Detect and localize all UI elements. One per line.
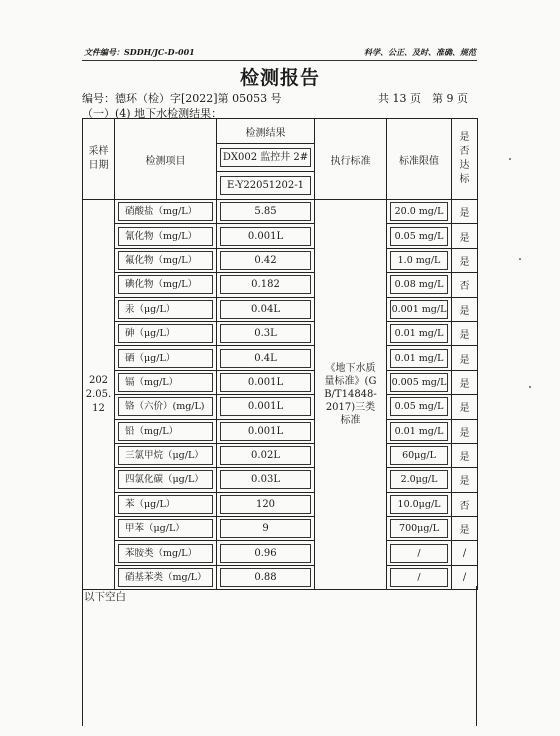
table-row <box>83 517 478 541</box>
file-number: 文件编号：SDDH/JC-D-001 <box>84 47 195 57</box>
test-item: 砷（μg/L） <box>115 321 217 345</box>
section-heading: （一）(4) 地下水检测结果： <box>82 107 223 120</box>
compliance: 是 <box>452 248 478 272</box>
table-row <box>83 370 478 394</box>
test-result: 0.03L <box>217 468 315 492</box>
limit-value: 0.05 mg/L <box>387 224 452 248</box>
limit-value: 10.0μg/L <box>387 492 452 516</box>
table-row <box>83 541 478 565</box>
compliance: 是 <box>452 224 478 248</box>
compliance: 否 <box>452 273 478 297</box>
test-item: 镉（mg/L） <box>115 370 217 394</box>
test-result: 0.42 <box>217 248 315 272</box>
test-item: 碘化物（mg/L） <box>115 273 217 297</box>
header-compliance: 是否达标 <box>452 119 478 200</box>
compliance: / <box>452 565 478 589</box>
page-title: 检测报告 <box>239 67 320 89</box>
table-row <box>83 200 478 224</box>
limit-value: / <box>387 541 452 565</box>
test-result: 120 <box>217 492 315 516</box>
test-item: 硝基苯类（mg/L） <box>115 565 217 589</box>
header-test-item: 检测项目 <box>115 119 217 200</box>
limit-value: 20.0 mg/L <box>387 200 452 224</box>
test-item: 氟化物（mg/L） <box>115 248 217 272</box>
compliance: 是 <box>452 395 478 419</box>
test-item: 苯胺类（mg/L） <box>115 541 217 565</box>
test-item: 铅（mg/L） <box>115 419 217 443</box>
test-result: 0.4L <box>217 346 315 370</box>
test-result: 0.3L <box>217 321 315 345</box>
test-result: 5.85 <box>217 200 315 224</box>
compliance: 是 <box>452 200 478 224</box>
limit-value: 0.05 mg/L <box>387 395 452 419</box>
test-item: 汞（μg/L） <box>115 297 217 321</box>
limit-value: 0.005 mg/L <box>387 370 452 394</box>
header-sampling-date: 采样日期 <box>83 119 115 200</box>
header-divider <box>82 60 477 61</box>
test-item: 硒（μg/L） <box>115 346 217 370</box>
test-item: 四氯化碳（μg/L） <box>115 468 217 492</box>
test-item: 苯（μg/L） <box>115 492 217 516</box>
standard: 《地下水质量标准》(GB/T14848-2017)三类标准 <box>315 200 387 590</box>
blank-note: 以下空白 <box>84 591 126 603</box>
table-row <box>83 346 478 370</box>
compliance: 否 <box>452 492 478 516</box>
table-row <box>83 443 478 467</box>
table-row <box>83 248 478 272</box>
compliance: / <box>452 541 478 565</box>
limit-value: 0.001 mg/L <box>387 297 452 321</box>
monitoring-point: DX002 监控井 2# <box>217 144 315 172</box>
compliance: 是 <box>452 419 478 443</box>
test-result: 0.02L <box>217 443 315 467</box>
sample-number: E-Y22051202-1 <box>217 172 315 200</box>
limit-value: 2.0μg/L <box>387 468 452 492</box>
test-result: 0.001L <box>217 370 315 394</box>
table-row <box>83 321 478 345</box>
scan-mark <box>519 258 521 260</box>
sampling-date: 2022.05.12 <box>83 200 115 590</box>
test-result: 0.96 <box>217 541 315 565</box>
table-row <box>83 297 478 321</box>
header-standard: 执行标准 <box>315 119 387 200</box>
limit-value: 0.01 mg/L <box>387 419 452 443</box>
test-item: 氰化物（mg/L） <box>115 224 217 248</box>
test-item: 三氯甲烷（μg/L） <box>115 443 217 467</box>
page-count: 共 13 页 第 9 页 <box>378 92 468 105</box>
test-result: 0.001L <box>217 395 315 419</box>
limit-value: 0.01 mg/L <box>387 346 452 370</box>
table-row <box>83 273 478 297</box>
limit-value: 0.08 mg/L <box>387 273 452 297</box>
test-result: 0.001L <box>217 419 315 443</box>
report-number: 编号：德环（检）字[2022]第 05053 号 <box>82 92 282 105</box>
compliance: 是 <box>452 517 478 541</box>
test-result: 9 <box>217 517 315 541</box>
compliance: 是 <box>452 321 478 345</box>
limit-value: 0.01 mg/L <box>387 321 452 345</box>
compliance: 是 <box>452 346 478 370</box>
table-row <box>83 395 478 419</box>
scan-mark <box>509 158 511 160</box>
table-row <box>83 468 478 492</box>
table-row <box>83 224 478 248</box>
header-limit: 标准限值 <box>387 119 452 200</box>
limit-value: 1.0 mg/L <box>387 248 452 272</box>
test-result: 0.001L <box>217 224 315 248</box>
header-test-result: 检测结果 <box>217 119 315 144</box>
test-result: 0.04L <box>217 297 315 321</box>
test-item: 铬（六价）(mg/L) <box>115 395 217 419</box>
limit-value: 60μg/L <box>387 443 452 467</box>
compliance: 是 <box>452 468 478 492</box>
test-item: 甲苯（μg/L） <box>115 517 217 541</box>
results-table <box>82 118 478 590</box>
compliance: 是 <box>452 370 478 394</box>
compliance: 是 <box>452 443 478 467</box>
table-row <box>83 492 478 516</box>
test-result: 0.88 <box>217 565 315 589</box>
limit-value: 700μg/L <box>387 517 452 541</box>
compliance: 是 <box>452 297 478 321</box>
test-item: 硝酸盐（mg/L） <box>115 200 217 224</box>
test-result: 0.182 <box>217 273 315 297</box>
table-row <box>83 419 478 443</box>
motto: 科学、公正、及时、准确、规范 <box>364 47 476 57</box>
blank-area <box>82 586 477 726</box>
scan-mark <box>529 386 531 388</box>
limit-value: / <box>387 565 452 589</box>
